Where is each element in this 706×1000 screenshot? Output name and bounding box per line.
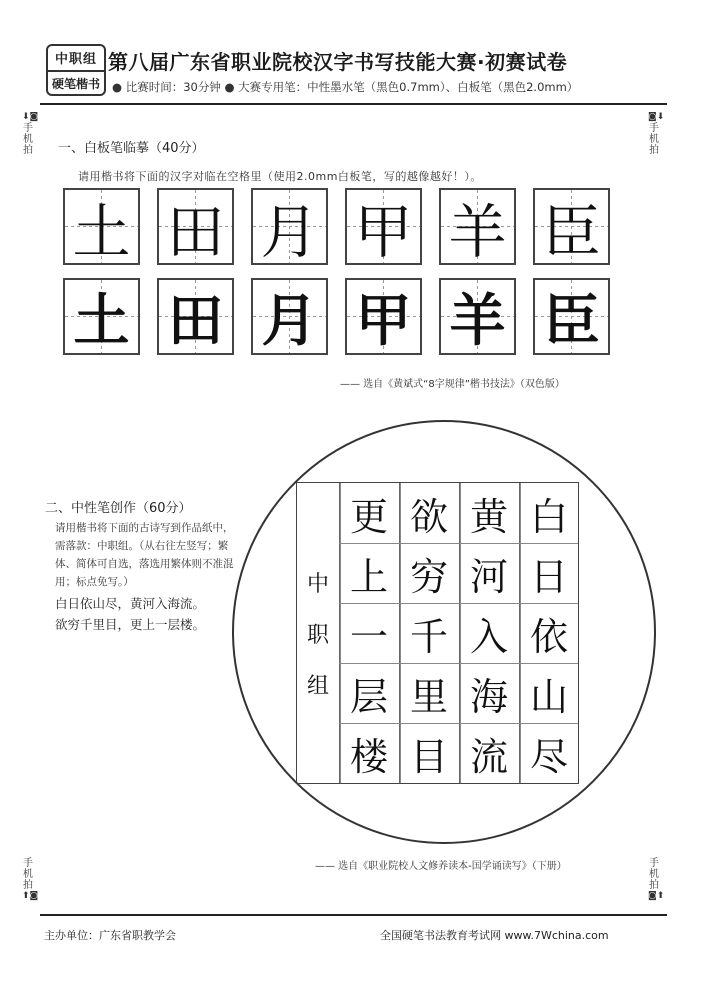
poem-character: 山 xyxy=(529,674,568,719)
section1-heading: 一、白板笔临摹（40分） xyxy=(58,141,205,156)
header-divider xyxy=(40,103,667,105)
model-character: 田 xyxy=(166,197,225,266)
poem-character: 上 xyxy=(349,554,388,599)
side-char: 手 xyxy=(23,858,33,869)
poem-line-1: 白日依山尽，黄河入海流。 xyxy=(55,596,206,611)
poem-character: 依 xyxy=(529,614,568,659)
practice-cell xyxy=(439,188,516,265)
footer-divider xyxy=(40,914,667,916)
badge-group-label: 中职组 xyxy=(48,46,104,72)
poem-character: 目 xyxy=(409,734,448,779)
section1-instruction: 请用楷书将下面的汉字对临在空格里（使用2.0mm白板笔，写的越像越好！）。 xyxy=(78,170,482,183)
poem-character: 更 xyxy=(349,494,388,539)
side-char: 拍 xyxy=(23,145,33,156)
section2-heading: 二、中性笔创作（60分） xyxy=(45,501,192,516)
camera-icon: ⬇◙ xyxy=(22,112,39,122)
side-char: 机 xyxy=(649,134,659,145)
model-character: 臣 xyxy=(542,197,601,266)
side-char: 手 xyxy=(649,858,659,869)
practice-cell xyxy=(533,278,610,355)
side-char: 机 xyxy=(23,134,33,145)
website-text: 全国硬笔书法教育考试网 www.7Wchina.com xyxy=(380,929,609,942)
signature-column xyxy=(297,483,339,783)
side-char: 手 xyxy=(23,123,33,134)
signature-char: 中 xyxy=(306,571,329,597)
practice-cell xyxy=(345,188,422,265)
camera-icon: ⬆◙ xyxy=(22,891,39,901)
model-character: 羊 xyxy=(448,197,507,266)
practice-cell xyxy=(251,278,328,355)
side-char: 拍 xyxy=(649,880,659,891)
camera-icon: ◙⬇ xyxy=(648,112,665,122)
practice-cell xyxy=(533,188,610,265)
poem-character: 白 xyxy=(529,494,568,539)
practice-cell xyxy=(251,188,328,265)
practice-cell xyxy=(63,188,140,265)
poem-character: 里 xyxy=(409,674,448,719)
model-character: 田 xyxy=(167,288,224,354)
side-char: 手 xyxy=(649,123,659,134)
poem-character: 一 xyxy=(349,614,388,659)
poem-character: 入 xyxy=(469,614,508,659)
poem-character: 楼 xyxy=(349,734,388,779)
model-character: 羊 xyxy=(449,288,506,354)
badge-category-label: 硬笔楷书 xyxy=(51,77,100,91)
poem-character: 穷 xyxy=(409,554,448,599)
organizer-text: 主办单位：广东省职教学会 xyxy=(44,929,176,942)
practice-cell xyxy=(345,278,422,355)
side-char: 拍 xyxy=(23,880,33,891)
side-marker-top-right xyxy=(648,112,665,156)
side-marker-bottom-right xyxy=(648,858,665,902)
poem-character: 海 xyxy=(469,674,508,719)
side-marker-top-left xyxy=(22,112,39,156)
side-marker-bottom-left xyxy=(22,858,39,902)
poem-text xyxy=(55,593,205,635)
section1-source: —— 选自《黄斌式“8字规律”楷书技法》（双色版） xyxy=(340,379,565,390)
practice-cell xyxy=(157,278,234,355)
poem-character: 黄 xyxy=(469,494,508,539)
section2-source: —— 选自《职业院校人文修养读本-国学诵读写》（下册） xyxy=(315,861,567,872)
model-character: 月 xyxy=(260,197,319,266)
poem-character: 层 xyxy=(349,674,388,719)
side-char: 机 xyxy=(649,869,659,880)
page-title: 第八届广东省职业院校汉字书写技能大赛·初赛试卷 xyxy=(108,50,568,74)
model-character: 土 xyxy=(72,197,131,266)
model-character: 甲 xyxy=(354,197,413,266)
model-character: 土 xyxy=(73,288,130,354)
poem-character: 流 xyxy=(469,734,508,779)
practice-cell xyxy=(157,188,234,265)
camera-icon: ◙⬆ xyxy=(648,891,665,901)
side-char: 机 xyxy=(23,869,33,880)
side-char: 拍 xyxy=(649,145,659,156)
poem-character: 欲 xyxy=(409,494,448,539)
practice-cell xyxy=(439,278,516,355)
poem-character: 千 xyxy=(409,614,448,659)
poem-character: 尽 xyxy=(529,734,568,779)
model-character: 臣 xyxy=(543,288,600,354)
signature-char: 职 xyxy=(306,622,329,648)
poem-line-2: 欲穷千里目，更上一层楼。 xyxy=(55,617,206,632)
group-badge xyxy=(46,44,106,96)
poem-character: 河 xyxy=(469,554,508,599)
work-grid xyxy=(296,482,579,784)
section2-instruction: 请用楷书将下面的古诗写到作品纸中，需落款：中职组。（从右往左竖写；繁体、简体可自选，落选用繁体则不准混用；标点免写。） xyxy=(55,522,234,588)
signature-char: 组 xyxy=(306,673,329,699)
page-subtitle: ● 比赛时间：30分钟 ● 大赛专用笔：中性墨水笔（黑色0.7mm）、白板笔（黑色2.0mm） xyxy=(112,80,579,94)
practice-cell xyxy=(63,278,140,355)
model-character: 月 xyxy=(261,288,318,354)
model-character: 甲 xyxy=(355,288,412,354)
poem-character: 日 xyxy=(529,554,568,599)
